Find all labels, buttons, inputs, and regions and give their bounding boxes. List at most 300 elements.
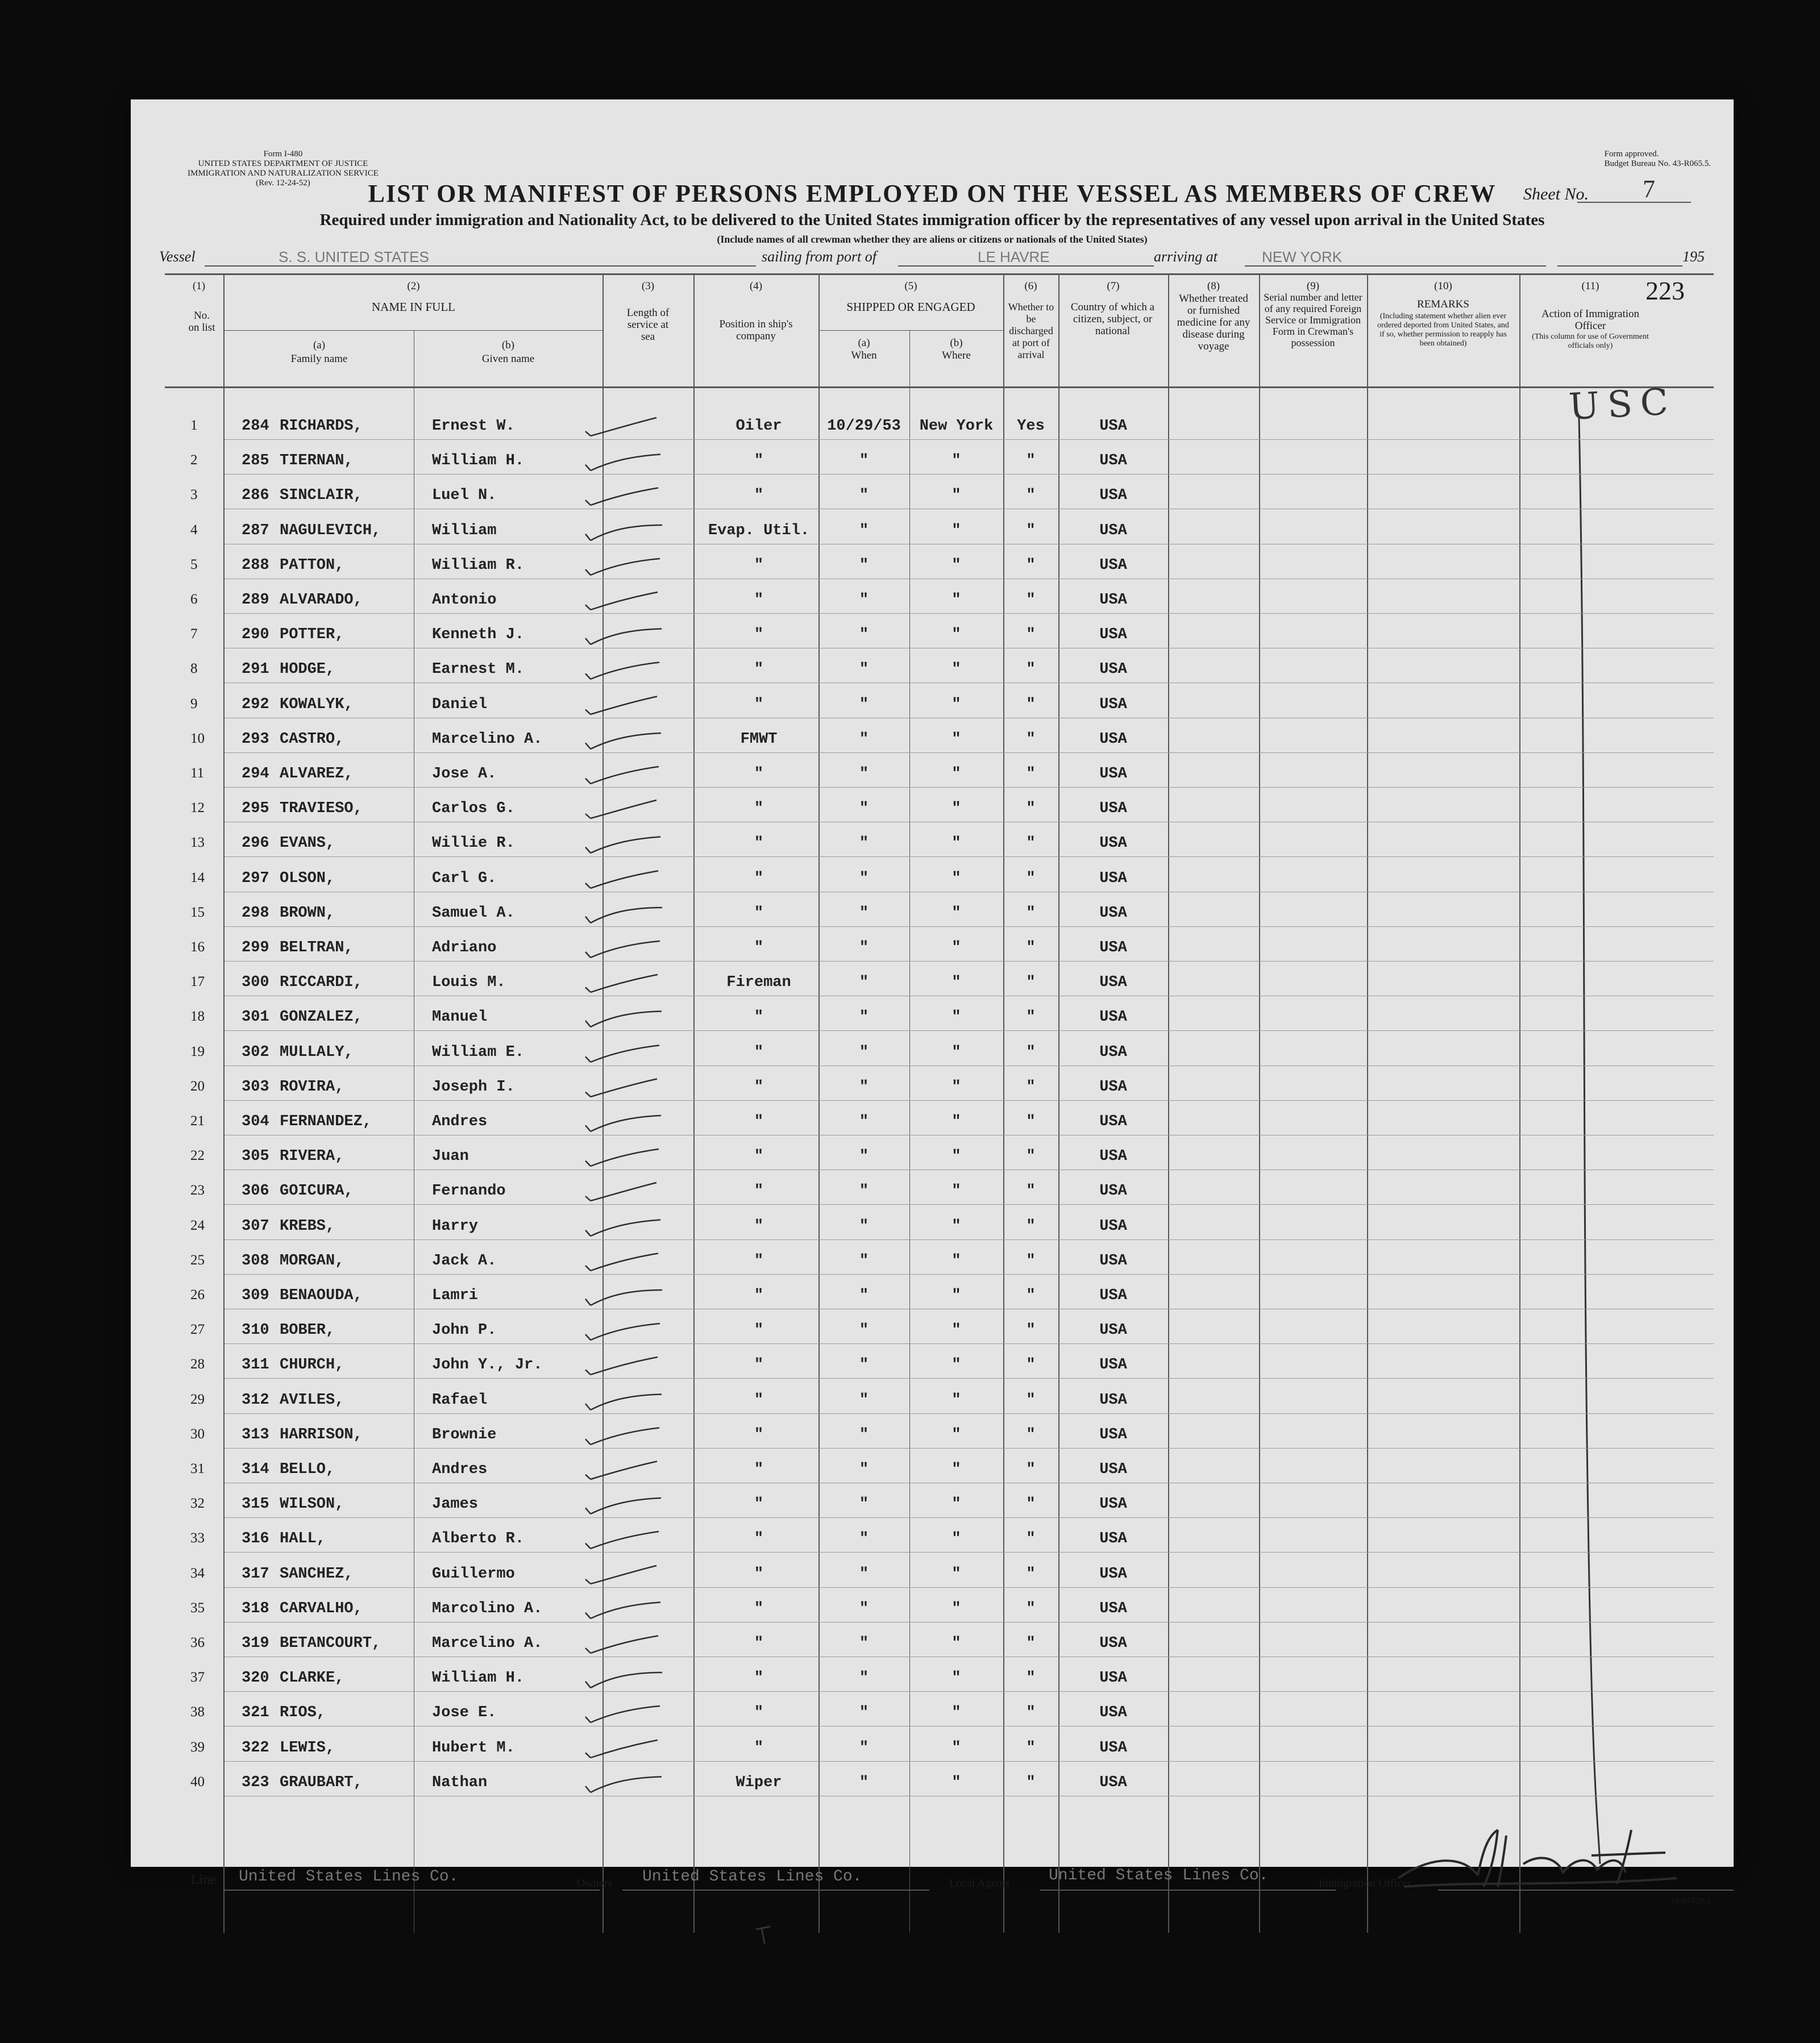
given-name: John P. xyxy=(432,1322,497,1339)
crew-id: 288 xyxy=(242,556,269,574)
shipped-when: " xyxy=(859,1043,869,1061)
row-line-number: 37 xyxy=(190,1670,205,1686)
check-mark xyxy=(583,1561,668,1590)
crew-id: 303 xyxy=(242,1078,269,1096)
row-line-number: 25 xyxy=(190,1252,205,1268)
position: " xyxy=(754,1078,764,1096)
row-rule xyxy=(225,961,1714,962)
family-name: ALVARADO, xyxy=(280,592,363,609)
position: Evap. Util. xyxy=(708,522,810,539)
given-name: Fernando xyxy=(432,1183,506,1200)
country: USA xyxy=(1099,1774,1127,1791)
discharge-flag: " xyxy=(1026,1391,1036,1409)
check-mark xyxy=(583,1074,668,1102)
crew-id: 315 xyxy=(242,1496,269,1513)
row-line-number: 17 xyxy=(190,974,205,990)
col-4-header: Position in ship's company xyxy=(719,318,793,342)
country: USA xyxy=(1099,1113,1127,1130)
shipped-when: " xyxy=(859,904,869,922)
given-name: Jack A. xyxy=(432,1252,497,1270)
country: USA xyxy=(1099,1043,1127,1061)
given-name: Joseph I. xyxy=(432,1078,515,1096)
budget-bureau-number: Budget Bureau No. 43-R065.5. xyxy=(1604,159,1711,168)
country: USA xyxy=(1099,1009,1127,1026)
col-1-header: No. on list xyxy=(188,310,215,334)
position: " xyxy=(754,800,764,818)
shipped-when: " xyxy=(859,1322,869,1339)
given-name: Samuel A. xyxy=(432,904,515,922)
given-name: Louis M. xyxy=(432,974,506,992)
row-line-number: 22 xyxy=(190,1148,205,1164)
row-rule xyxy=(225,439,1714,440)
crew-id: 320 xyxy=(242,1670,269,1687)
crew-id: 314 xyxy=(242,1461,269,1478)
family-name: CHURCH, xyxy=(280,1357,344,1374)
discharge-flag: " xyxy=(1026,1183,1036,1200)
position: " xyxy=(754,1357,764,1374)
row-rule xyxy=(225,1204,1714,1205)
country: USA xyxy=(1099,1078,1127,1096)
check-mark xyxy=(583,1248,668,1276)
country: USA xyxy=(1099,1670,1127,1687)
col-4-number: (4) xyxy=(749,280,763,292)
vessel-label: Vessel xyxy=(159,248,196,265)
shipped-where: " xyxy=(951,592,961,609)
position: Oiler xyxy=(736,418,782,435)
immigration-officer-label: Immigration Officer xyxy=(1319,1877,1411,1890)
shipped-where: " xyxy=(951,1322,961,1339)
row-line-number: 18 xyxy=(190,1009,205,1025)
discharge-flag: " xyxy=(1026,1670,1036,1687)
col-5-header: SHIPPED OR ENGAGED xyxy=(846,300,975,314)
check-mark xyxy=(583,518,668,546)
position: " xyxy=(754,696,764,713)
given-name: Daniel xyxy=(432,696,488,713)
row-rule xyxy=(225,1552,1714,1553)
check-mark xyxy=(583,552,668,581)
discharge-flag: " xyxy=(1026,1113,1036,1130)
country: USA xyxy=(1099,1496,1127,1513)
shipped-when: " xyxy=(859,1426,869,1443)
family-name: NAGULEVICH, xyxy=(280,522,381,539)
country: USA xyxy=(1099,1217,1127,1235)
given-name: Marcelino A. xyxy=(432,1635,543,1652)
given-name: Ernest W. xyxy=(432,418,515,435)
position: " xyxy=(754,904,764,922)
shipped-when: " xyxy=(859,696,869,713)
check-mark xyxy=(583,761,668,789)
family-name: BELLO, xyxy=(280,1461,335,1478)
crew-id: 306 xyxy=(242,1183,269,1200)
shipped-where: " xyxy=(951,765,961,783)
country: USA xyxy=(1099,1600,1127,1617)
shipped-when: " xyxy=(859,1461,869,1478)
shipped-when: " xyxy=(859,661,869,679)
discharge-flag: " xyxy=(1026,592,1036,609)
discharge-flag: " xyxy=(1026,904,1036,922)
crew-id: 286 xyxy=(242,487,269,505)
country: USA xyxy=(1099,1391,1127,1409)
country: USA xyxy=(1099,730,1127,748)
country: USA xyxy=(1099,556,1127,574)
given-name: Carl G. xyxy=(432,869,497,887)
row-line-number: 4 xyxy=(190,522,198,538)
discharge-flag: " xyxy=(1026,800,1036,818)
country: USA xyxy=(1099,1183,1127,1200)
port-of-departure: LE HAVRE xyxy=(978,248,1050,265)
shipped-when: " xyxy=(859,1600,869,1617)
shipped-where: " xyxy=(951,974,961,992)
crew-id: 293 xyxy=(242,730,269,748)
shipped-where: " xyxy=(951,1217,961,1235)
discharge-flag: " xyxy=(1026,1635,1036,1652)
shipped-where: " xyxy=(951,522,961,539)
discharge-flag: " xyxy=(1026,1739,1036,1757)
position: " xyxy=(754,1496,764,1513)
shipped-when: " xyxy=(859,1391,869,1409)
discharge-flag: " xyxy=(1026,1565,1036,1583)
shipped-when: " xyxy=(859,939,869,956)
country: USA xyxy=(1099,1357,1127,1374)
manifest-sheet xyxy=(131,99,1734,1905)
shipped-when: " xyxy=(859,626,869,644)
check-mark xyxy=(583,1004,668,1033)
row-rule xyxy=(225,1761,1714,1762)
discharge-flag: " xyxy=(1026,1043,1036,1061)
shipped-when: " xyxy=(859,487,869,505)
country: USA xyxy=(1099,1148,1127,1166)
check-mark xyxy=(583,1770,668,1798)
col-1-number: (1) xyxy=(192,280,206,292)
country: USA xyxy=(1099,1461,1127,1478)
shipped-where: " xyxy=(951,730,961,748)
row-line-number: 38 xyxy=(190,1704,205,1720)
given-name: Antonio xyxy=(432,592,497,609)
country: USA xyxy=(1099,487,1127,505)
country: USA xyxy=(1099,800,1127,818)
check-mark xyxy=(583,1422,668,1450)
given-name: Nathan xyxy=(432,1774,488,1791)
row-rule xyxy=(225,1378,1714,1379)
shipped-where: " xyxy=(951,1391,961,1409)
check-mark xyxy=(583,1317,668,1346)
country: USA xyxy=(1099,1287,1127,1304)
crew-id: 292 xyxy=(242,696,269,713)
check-mark xyxy=(583,935,668,963)
given-name: Andres xyxy=(432,1461,488,1478)
position: " xyxy=(754,835,764,852)
row-rule xyxy=(225,787,1714,788)
row-line-number: 23 xyxy=(190,1183,205,1199)
family-name: SANCHEZ, xyxy=(280,1565,354,1583)
given-name: Andres xyxy=(432,1113,488,1130)
position: " xyxy=(754,1183,764,1200)
family-name: KOWALYK, xyxy=(280,696,354,713)
family-name: CLARKE, xyxy=(280,1670,344,1687)
check-mark xyxy=(583,1143,668,1172)
col-5b-header: Where xyxy=(942,349,971,361)
row-line-number: 6 xyxy=(190,592,198,607)
shipped-when: " xyxy=(859,730,869,748)
family-name: RICCARDI, xyxy=(280,974,363,992)
position: Wiper xyxy=(736,1774,782,1791)
family-name: WILSON, xyxy=(280,1496,344,1513)
shipped-where: " xyxy=(951,1670,961,1687)
crew-id: 300 xyxy=(242,974,269,992)
country: USA xyxy=(1099,1530,1127,1548)
given-name: William H. xyxy=(432,1670,525,1687)
given-name: Willie R. xyxy=(432,835,515,852)
crew-id: 312 xyxy=(242,1391,269,1409)
col-11-header: Action of Immigration Officer xyxy=(1541,308,1640,332)
shipped-where: " xyxy=(951,1043,961,1061)
shipped-when: " xyxy=(859,1252,869,1270)
row-rule xyxy=(225,1030,1714,1031)
row-line-number: 30 xyxy=(190,1426,205,1442)
shipped-where: " xyxy=(951,452,961,470)
col-9-number: (9) xyxy=(1306,280,1320,292)
shipped-when: " xyxy=(859,1217,869,1235)
shipped-where: " xyxy=(951,1530,961,1548)
discharge-flag: " xyxy=(1026,1357,1036,1374)
given-name: John Y., Jr. xyxy=(432,1357,543,1374)
family-name: HALL, xyxy=(280,1530,326,1548)
col-10-header: REMARKS xyxy=(1417,298,1469,310)
check-mark xyxy=(583,1283,668,1311)
country: USA xyxy=(1099,1739,1127,1757)
row-rule xyxy=(225,1517,1714,1518)
position: " xyxy=(754,1113,764,1130)
stamp-number: 223 xyxy=(1646,276,1685,305)
discharge-flag: " xyxy=(1026,1461,1036,1478)
row-line-number: 7 xyxy=(190,626,198,642)
shipped-where: " xyxy=(951,661,961,679)
discharge-flag: " xyxy=(1026,1217,1036,1235)
owners-label: Owners xyxy=(577,1877,613,1890)
given-name: Carlos G. xyxy=(432,800,515,818)
position: " xyxy=(754,1635,764,1652)
position: " xyxy=(754,1043,764,1061)
crew-id: 301 xyxy=(242,1009,269,1026)
shipped-when: " xyxy=(859,800,869,818)
discharge-flag: " xyxy=(1026,939,1036,956)
position: " xyxy=(754,1287,764,1304)
shipped-when: " xyxy=(859,1287,869,1304)
check-mark xyxy=(583,413,668,442)
shipped-when: " xyxy=(859,1774,869,1791)
row-rule xyxy=(225,926,1714,927)
check-mark xyxy=(583,1630,668,1659)
crew-id: 291 xyxy=(242,661,269,679)
crew-id: 310 xyxy=(242,1322,269,1339)
family-name: GONZALEZ, xyxy=(280,1009,363,1026)
discharge-flag: " xyxy=(1026,487,1036,505)
crew-id: 287 xyxy=(242,522,269,539)
row-line-number: 9 xyxy=(190,696,198,711)
family-name: BENAOUDA, xyxy=(280,1287,363,1304)
family-name: BOBER, xyxy=(280,1322,335,1339)
country: USA xyxy=(1099,974,1127,992)
shipped-where: " xyxy=(951,1009,961,1026)
row-rule xyxy=(225,1448,1714,1449)
shipped-where: " xyxy=(951,1461,961,1478)
discharge-flag: " xyxy=(1026,1600,1036,1617)
col-9-header: Serial number and letter of any required Foreign Service or Immigration Form in Crewman's possession xyxy=(1264,292,1362,348)
check-mark xyxy=(583,1526,668,1554)
shipped-when: " xyxy=(859,1565,869,1583)
row-line-number: 21 xyxy=(190,1113,205,1129)
requirement-text: Required under immigration and Nationality Act, to be delivered to the United States immigration officer by the representatives of any vessel upon arrival in the United States xyxy=(319,211,1545,229)
check-mark xyxy=(583,970,668,998)
given-name: Adriano xyxy=(432,939,497,956)
year-label: 195 xyxy=(1682,248,1705,265)
check-mark xyxy=(583,622,668,650)
row-rule xyxy=(225,1239,1714,1240)
sheet-number: 7 xyxy=(1643,175,1655,203)
col-2-header: NAME IN FULL xyxy=(372,300,455,314)
family-name: EVANS, xyxy=(280,835,335,852)
shipped-where: " xyxy=(951,904,961,922)
line-value: United States Lines Co. xyxy=(239,1868,459,1886)
shipped-where: " xyxy=(951,1496,961,1513)
country: USA xyxy=(1099,696,1127,713)
col-2a-letter: (a) xyxy=(313,339,326,351)
row-line-number: 14 xyxy=(190,869,205,885)
position: " xyxy=(754,661,764,679)
shipped-when: " xyxy=(859,522,869,539)
check-mark xyxy=(583,726,668,755)
service-name: IMMIGRATION AND NATURALIZATION SERVICE xyxy=(188,169,379,178)
position: " xyxy=(754,1739,764,1757)
shipped-where: " xyxy=(951,1287,961,1304)
discharge-flag: " xyxy=(1026,1496,1036,1513)
given-name: Marcelino A. xyxy=(432,730,543,748)
crew-id: 294 xyxy=(242,765,269,783)
row-line-number: 29 xyxy=(190,1391,205,1407)
shipped-where: " xyxy=(951,939,961,956)
family-name: CASTRO, xyxy=(280,730,344,748)
discharge-flag: " xyxy=(1026,869,1036,887)
family-name: ALVAREZ, xyxy=(280,765,354,783)
family-name: RIOS, xyxy=(280,1704,326,1722)
crew-id: 289 xyxy=(242,592,269,609)
check-mark xyxy=(583,656,668,685)
row-line-number: 11 xyxy=(190,765,205,781)
line-label: Line xyxy=(191,1873,216,1887)
given-name: Manuel xyxy=(432,1009,488,1026)
row-line-number: 27 xyxy=(190,1322,205,1338)
shipped-when: " xyxy=(859,452,869,470)
row-rule xyxy=(225,856,1714,857)
discharge-flag: " xyxy=(1026,626,1036,644)
given-name: Earnest M. xyxy=(432,661,525,679)
row-line-number: 5 xyxy=(190,556,198,572)
shipped-when: " xyxy=(859,1078,869,1096)
shipped-where: " xyxy=(951,1600,961,1617)
position: " xyxy=(754,1461,764,1478)
shipped-where: " xyxy=(951,869,961,887)
shipped-when: " xyxy=(859,1739,869,1757)
col-8-number: (8) xyxy=(1207,280,1220,292)
owners-value: United States Lines Co. xyxy=(642,1868,862,1886)
country: USA xyxy=(1099,592,1127,609)
crew-id: 317 xyxy=(242,1565,269,1583)
include-note: (Include names of all crewman whether they are aliens or citizens or nationals of the United States) xyxy=(717,234,1148,245)
check-mark xyxy=(583,1352,668,1380)
check-mark xyxy=(583,1039,668,1068)
given-name: Alberto R. xyxy=(432,1530,525,1548)
crew-id: 302 xyxy=(242,1043,269,1061)
shipped-where: New York xyxy=(919,418,994,435)
given-name: Marcolino A. xyxy=(432,1600,543,1617)
shipped-where: " xyxy=(951,487,961,505)
shipped-when: " xyxy=(859,869,869,887)
check-mark xyxy=(583,796,668,824)
row-line-number: 3 xyxy=(190,487,198,503)
shipped-when: " xyxy=(859,1704,869,1722)
sailing-label: sailing from port of xyxy=(762,248,877,265)
shipped-when: " xyxy=(859,835,869,852)
shipped-where: " xyxy=(951,800,961,818)
country: USA xyxy=(1099,661,1127,679)
family-name: PATTON, xyxy=(280,556,344,574)
shipped-where: " xyxy=(951,1357,961,1374)
check-mark xyxy=(583,830,668,859)
discharge-flag: " xyxy=(1026,1530,1036,1548)
row-rule xyxy=(225,613,1714,614)
family-name: GRAUBART, xyxy=(280,1774,363,1791)
discharge-flag: " xyxy=(1026,974,1036,992)
family-name: SINCLAIR, xyxy=(280,487,363,505)
revision-date: (Rev. 12-24-52) xyxy=(256,178,310,188)
row-line-number: 35 xyxy=(190,1600,205,1616)
row-rule xyxy=(225,474,1714,475)
shipped-when: " xyxy=(859,765,869,783)
shipped-when: " xyxy=(859,1635,869,1652)
position: " xyxy=(754,1391,764,1409)
port-of-arrival: NEW YORK xyxy=(1262,248,1343,265)
shipped-when: " xyxy=(859,1009,869,1026)
shipped-when: " xyxy=(859,1530,869,1548)
form-approved: Form approved. xyxy=(1604,149,1659,159)
discharge-flag: " xyxy=(1026,696,1036,713)
family-name: OLSON, xyxy=(280,869,335,887)
row-line-number: 32 xyxy=(190,1496,205,1512)
crew-id: 322 xyxy=(242,1739,269,1757)
crew-id: 321 xyxy=(242,1704,269,1722)
shipped-when: " xyxy=(859,1148,869,1166)
family-name: BELTRAN, xyxy=(280,939,354,956)
col-5b-letter: (b) xyxy=(950,337,963,349)
row-rule xyxy=(225,1413,1714,1414)
country: USA xyxy=(1099,939,1127,956)
row-line-number: 40 xyxy=(190,1774,205,1790)
position: " xyxy=(754,626,764,644)
position: " xyxy=(754,556,764,574)
check-mark xyxy=(583,1700,668,1728)
country: USA xyxy=(1099,904,1127,922)
arriving-label: arriving at xyxy=(1154,248,1218,265)
crew-id: 290 xyxy=(242,626,269,644)
family-name: LEWIS, xyxy=(280,1739,335,1757)
shipped-where: " xyxy=(951,1739,961,1757)
shipped-when: " xyxy=(859,974,869,992)
given-name: James xyxy=(432,1496,479,1513)
col-5-number: (5) xyxy=(904,280,917,292)
family-name: BROWN, xyxy=(280,904,335,922)
discharge-flag: " xyxy=(1026,522,1036,539)
country: USA xyxy=(1099,765,1127,783)
